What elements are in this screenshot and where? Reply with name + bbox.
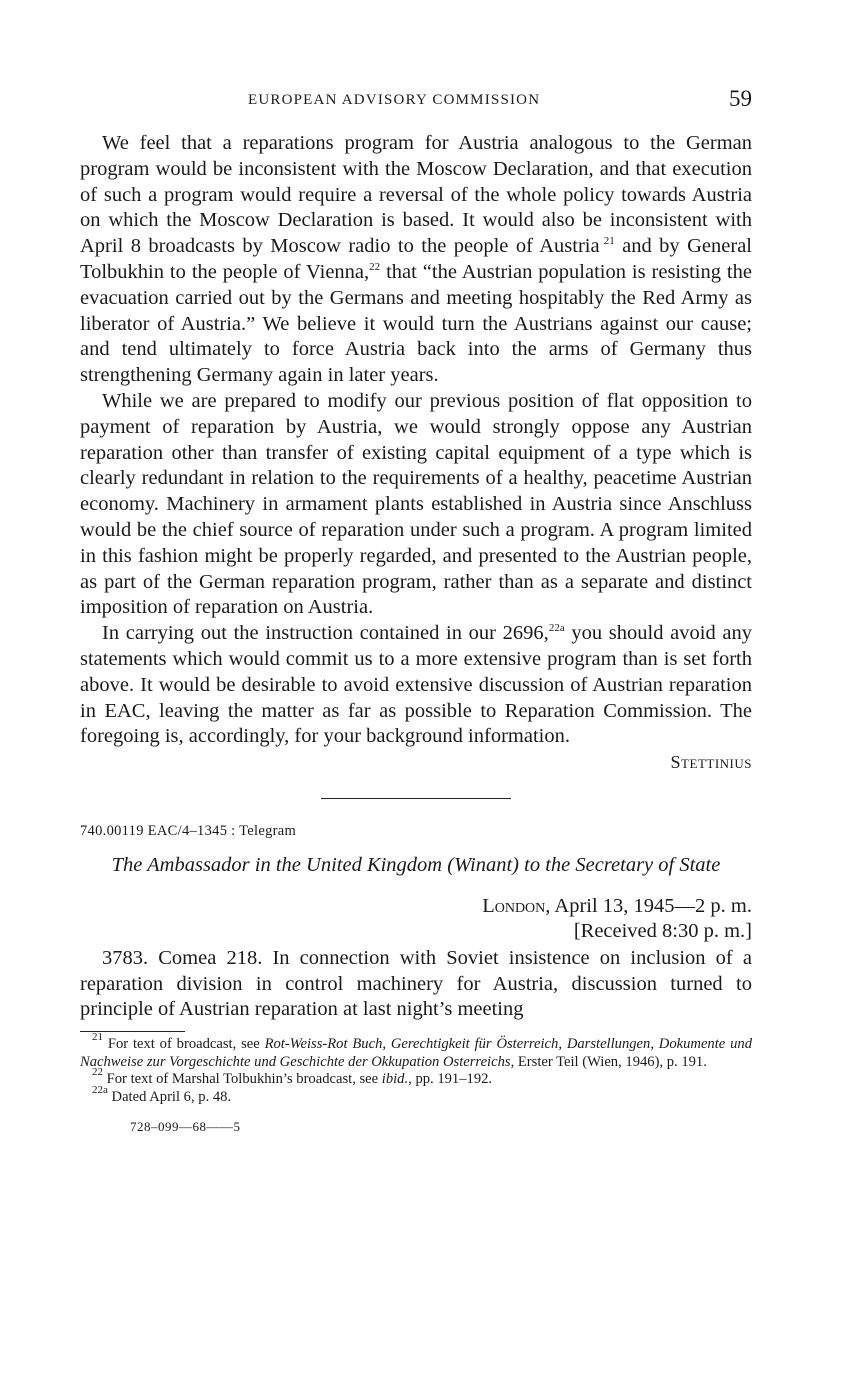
footnotes bbox=[80, 1031, 752, 1106]
dateline-place: London bbox=[482, 894, 546, 917]
footnote-22a: $^{22a}$ Dated April 6, p. 48. bbox=[92, 1083, 232, 1105]
footnote-22: $^{22}$ For text of Marshal Tolbukhin’s broadcast, see ibid., pp. 191–192. bbox=[92, 1066, 493, 1088]
print-code: 728–099—68——5 bbox=[130, 1119, 241, 1135]
running-title: EUROPEAN ADVISORY COMMISSION bbox=[248, 92, 541, 108]
footnote-ref-22: 22 bbox=[369, 260, 381, 273]
footnote-ref-22a: 22a bbox=[548, 622, 565, 635]
section-divider bbox=[321, 798, 511, 799]
paragraph-1: We feel that a reparations program for Austria analogous to the German program would be inconsistent with the Moscow Declaration, and that execution of such a program would require a reversal of the whole policy towards Austria on which the Moscow Declaration is based. It would also be inconsistent with April 8 broadcasts by Moscow radio to the people of Austria $^{21}$ and by General Tolbukhin to the people of Vienna,$^{22}$ that “the Austrian population is resisting the evacuation carried out by the Germans and meeting hospitably the Red Army as liberator of Austria.” We believe it would turn the Austrians against our cause; and tend ultimately to force Austria back into the arms of Germany thus strengthening Germany again in later years. bbox=[80, 132, 752, 387]
file-reference: 740.00119 EAC/4–1345 : Telegram bbox=[80, 822, 297, 839]
page-body bbox=[80, 131, 752, 1140]
footnote-ref-21: 21 bbox=[603, 235, 615, 248]
document-title: The Ambassador in the United Kingdom (Winant) to the Secretary of State bbox=[111, 853, 721, 876]
paragraph-3: In carrying out the instruction contained in our 2696,$^{22a}$ you should avoid any statements which would commit us to a more extensive program than is set forth above. It would be desirable to avoid extensive discussion of Austrian reparation in EAC, leaving the matter as far as possible to Reparation Commission. The foregoing is, accordingly, for your background information. bbox=[80, 622, 752, 748]
received-time: [Received 8:30 p. m.] bbox=[573, 919, 752, 942]
page-number: 59 bbox=[729, 86, 752, 111]
ambassador-name: Winant bbox=[454, 853, 513, 876]
dateline-date: , April 13, 1945—2 p. m. bbox=[545, 894, 752, 917]
telegram-body: 3783. Comea 218. In connection with Soviet insistence on inclusion of a reparation division in control machinery for Austria, discussion turned to principle of Austrian reparation at last night’s meeting bbox=[80, 946, 752, 1021]
running-header bbox=[80, 86, 752, 116]
dateline bbox=[80, 894, 752, 944]
signature: Stettinius bbox=[670, 752, 752, 773]
paragraph-2: While we are prepared to modify our previous position of flat opposition to payment of reparation by Austria, we would strongly oppose any Austrian reparation other than transfer of existing capital equipment of a type which is clearly redundant in relation to the requirements of a healthy, peacetime Austrian economy. Machinery in armament plants established in Austria since Anschluss would be the chief source of reparation under such a program. A program limited in this fashion might be properly regarded, and presented to the Austrian people, as part of the German reparation program, rather than as a separate and distinct imposition of reparation on Austria. bbox=[80, 389, 752, 619]
footnote-21: $^{21}$ For text of broadcast, see Rot-Weiss-Rot Buch, Gerechtigkeit für Österreich, Darstellungen, Dokumente und Nachweise zur Vorgeschichte und Geschichte der Okkupation Osterreichs, Erster Teil (Wien, 1946), p. 191. bbox=[80, 1031, 752, 1070]
